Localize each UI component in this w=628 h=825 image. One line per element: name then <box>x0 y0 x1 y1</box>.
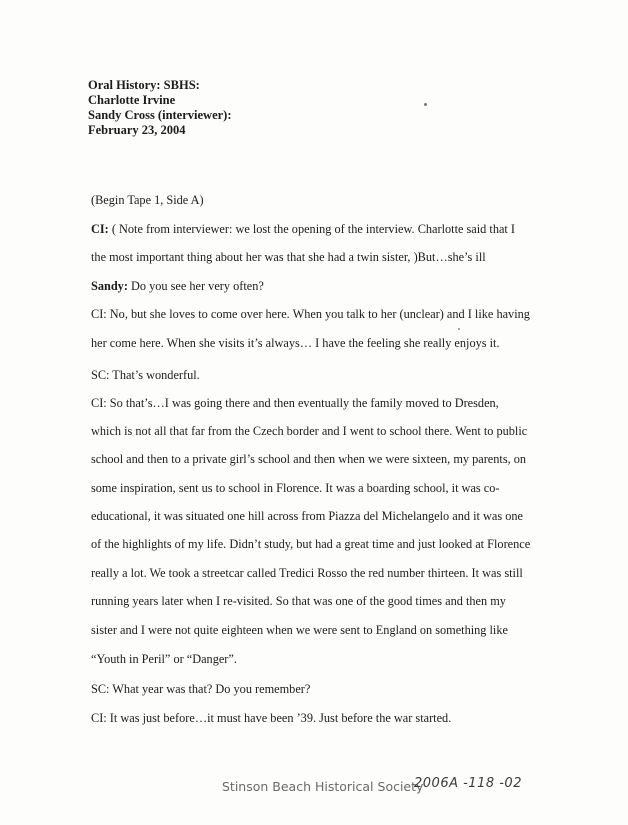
header-title: Oral History: SBHS: <box>88 78 200 92</box>
transcript-line: of the highlights of my life. Didn’t study, but had a great time and just looked at Florence <box>91 537 531 551</box>
transcript-line: which is not all that far from the Czech border and I went to school there. Went to public <box>91 424 528 438</box>
transcript-line: CI: It was just before…it must have been ’39. Just before the war started. <box>91 711 452 725</box>
transcript-line: sister and I were not quite eighteen when we were sent to England on something like <box>91 623 508 637</box>
transcript-line: SC: That’s wonderful. <box>91 368 200 382</box>
transcript-text: ( Note from interviewer: we lost the opening of the interview. Charlotte said that I <box>108 222 516 236</box>
header-date: February 23, 2004 <box>88 123 186 137</box>
scan-speck <box>458 328 460 330</box>
transcript-line: running years later when I re-visited. So that was one of the good times and then my <box>91 594 506 608</box>
transcript-line: some inspiration, sent us to school in Florence. It was a boarding school, it was co- <box>91 481 500 495</box>
society-watermark: Stinson Beach Historical Society <box>222 779 424 794</box>
transcript-line: “Youth in Peril” or “Danger”. <box>91 652 237 666</box>
transcript-text: Do you see her very often? <box>127 279 264 293</box>
transcript-line: educational, it was situated one hill across from Piazza del Michelangelo and it was one <box>91 509 523 523</box>
header-narrator: Charlotte Irvine <box>88 93 176 107</box>
speaker-label: Sandy: <box>91 279 128 293</box>
transcript-line: CI: No, but she loves to come over here. When you talk to her (unclear) and I like having <box>91 307 530 321</box>
transcript-line <box>91 222 515 237</box>
header-interviewer: Sandy Cross (interviewer): <box>88 108 232 122</box>
transcript-line <box>91 279 264 294</box>
accession-number: 2006A -118 -02 <box>414 776 522 791</box>
transcript-line: CI: So that’s…I was going there and then eventually the family moved to Dresden, <box>91 396 499 410</box>
speaker-label: CI: <box>91 222 109 236</box>
tape-note: (Begin Tape 1, Side A) <box>91 193 204 207</box>
document-header <box>88 78 232 138</box>
scan-speck <box>424 103 427 106</box>
transcript-line: the most important thing about her was that she had a twin sister, )But…she’s ill <box>91 250 486 264</box>
transcript-line: school and then to a private girl’s school and then when we were sixteen, my parents, on <box>91 452 527 466</box>
transcript-line: SC: What year was that? Do you remember? <box>91 682 311 696</box>
transcript-line: her come here. When she visits it’s always… I have the feeling she really enjoys it. <box>91 336 500 350</box>
transcript-line: really a lot. We took a streetcar called Tredici Rosso the red number thirteen. It was still <box>91 566 523 580</box>
